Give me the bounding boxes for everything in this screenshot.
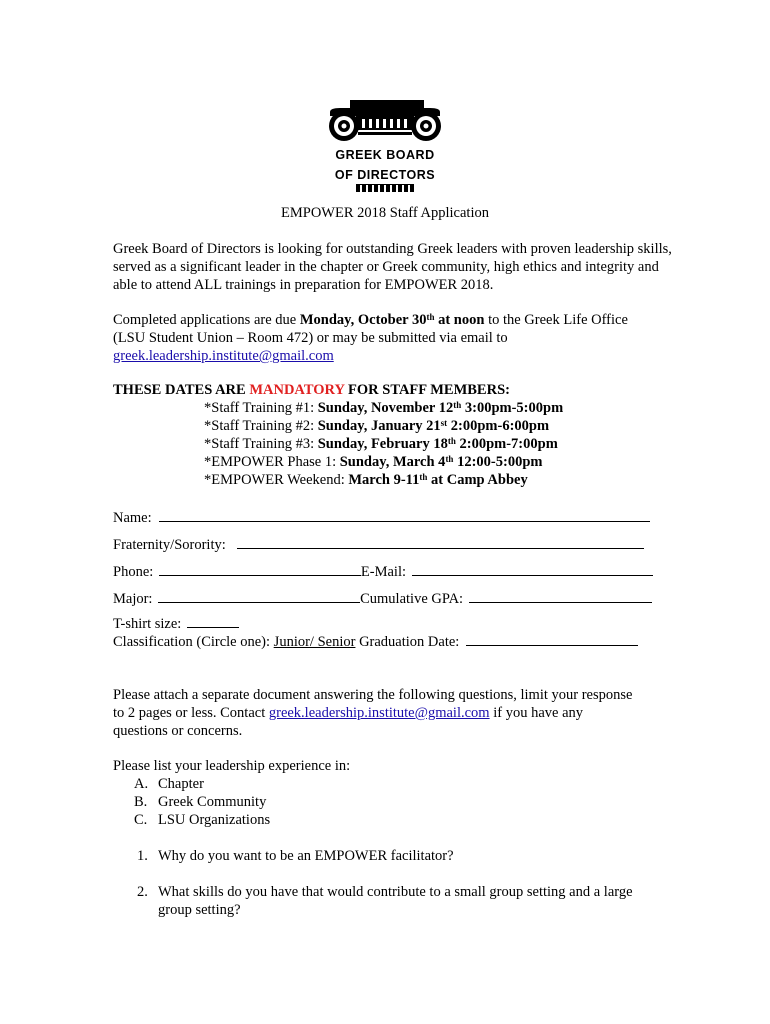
question-continuation: group setting? [158,902,241,918]
date-time: 2:00pm-7:00pm [455,436,558,452]
list-marker: A. [134,776,149,792]
greek-board-logo [320,98,450,194]
major-label: Major: [113,591,153,607]
date-item [204,471,528,489]
due-line2: (LSU Student Union – Room 472) or may be submitted via email to [113,330,508,346]
question-marker: 2. [137,884,148,900]
graduation-field[interactable] [466,632,638,646]
date-day: Sunday, January 21 [317,418,441,434]
date-time: 3:00pm-5:00pm [461,400,564,416]
due-date: Monday, October 30 [299,312,427,328]
date-label: *Staff Training #1: [204,400,318,416]
question-item [137,847,454,865]
attach-line1: Please attach a separate document answering the following questions, limit your response [113,687,633,703]
experience-heading: Please list your leadership experience in: [113,758,351,774]
list-marker: C. [134,812,148,828]
date-sup: st [440,418,448,428]
logo-line2: OF DIRECTORS [334,168,436,182]
list-item [134,811,271,829]
classification-row [113,632,638,651]
date-item [204,417,549,435]
question-item [137,883,633,901]
date-label: *EMPOWER Weekend: [204,472,349,488]
due-pre: Completed applications are due [113,312,300,328]
major-row [113,589,652,608]
org-row [113,535,644,554]
date-sup: th [419,472,428,482]
list-text: Greek Community [158,794,267,810]
date-item [204,399,563,417]
tshirt-label: T-shirt size: [113,616,182,632]
list-marker: B. [134,794,148,810]
due-paragraph [113,311,673,365]
email-field[interactable] [412,562,653,576]
graduation-label: Graduation Date: [355,634,460,650]
intro-paragraph: Greek Board of Directors is looking for outstanding Greek leaders with proven leadership skills, served as a significant leader in the chapter or Greek community, high ethics and integrity and able to attend ALL trainings in preparation for EMPOWER 2018. [113,241,672,293]
name-row [113,508,650,527]
date-day: Sunday, November 12 [317,400,454,416]
question-marker: 1. [137,848,148,864]
list-item [134,793,267,811]
attach-line3: questions or concerns. [113,723,243,739]
major-field[interactable] [158,589,360,603]
classification-label: Classification (Circle one): [113,634,274,650]
heading-post: FOR STAFF MEMBERS: [344,382,510,398]
date-day: Sunday, March 4 [339,454,446,470]
tshirt-field[interactable] [187,614,239,628]
attach-line2 [113,704,583,722]
due-time: at noon [434,312,485,328]
question-text: What skills do you have that would contribute to a small group setting and a large [158,884,633,900]
phone-row [113,562,653,581]
date-label: *Staff Training #2: [204,418,318,434]
list-text: LSU Organizations [158,812,271,828]
date-label: *Staff Training #3: [204,436,318,452]
name-field[interactable] [159,508,650,522]
due-sup: th [426,312,435,322]
date-day: March 9-11 [348,472,420,488]
question-text: Why do you want to be an EMPOWER facilitator? [158,848,454,864]
gpa-field[interactable] [469,589,652,603]
date-sup: th [445,454,454,464]
date-time: at Camp Abbey [427,472,528,488]
date-item [204,453,542,471]
list-item [134,775,204,793]
mandatory-heading [113,381,510,399]
date-label: *EMPOWER Phase 1: [204,454,340,470]
list-text: Chapter [158,776,204,792]
date-sup: th [447,436,456,446]
gpa-label: Cumulative GPA: [360,591,464,607]
org-label: Fraternity/Sorority: [113,537,226,553]
phone-field[interactable] [159,562,361,576]
date-time: 2:00pm-6:00pm [447,418,550,434]
name-label: Name: [113,510,152,526]
tshirt-row [113,614,239,633]
attach-post: if you have any [489,705,584,721]
email-label: E-Mail: [360,564,407,580]
classification-options[interactable]: Junior/ Senior [273,634,356,650]
page-title: EMPOWER 2018 Staff Application [281,205,489,221]
date-item [204,435,558,453]
org-field[interactable] [237,535,644,549]
email-link[interactable]: greek.leadership.institute@gmail.com [113,348,334,364]
date-time: 12:00-5:00pm [453,454,543,470]
heading-pre: THESE DATES ARE [113,382,250,398]
logo-line1: GREEK BOARD [335,148,435,162]
due-post: to the Greek Life Office [484,312,628,328]
phone-label: Phone: [113,564,154,580]
contact-email-link[interactable]: greek.leadership.institute@gmail.com [268,705,490,721]
attach-pre: to 2 pages or less. Contact [113,705,269,721]
date-day: Sunday, February 18 [317,436,448,452]
date-sup: th [453,400,462,410]
mandatory-word: MANDATORY [249,382,345,398]
